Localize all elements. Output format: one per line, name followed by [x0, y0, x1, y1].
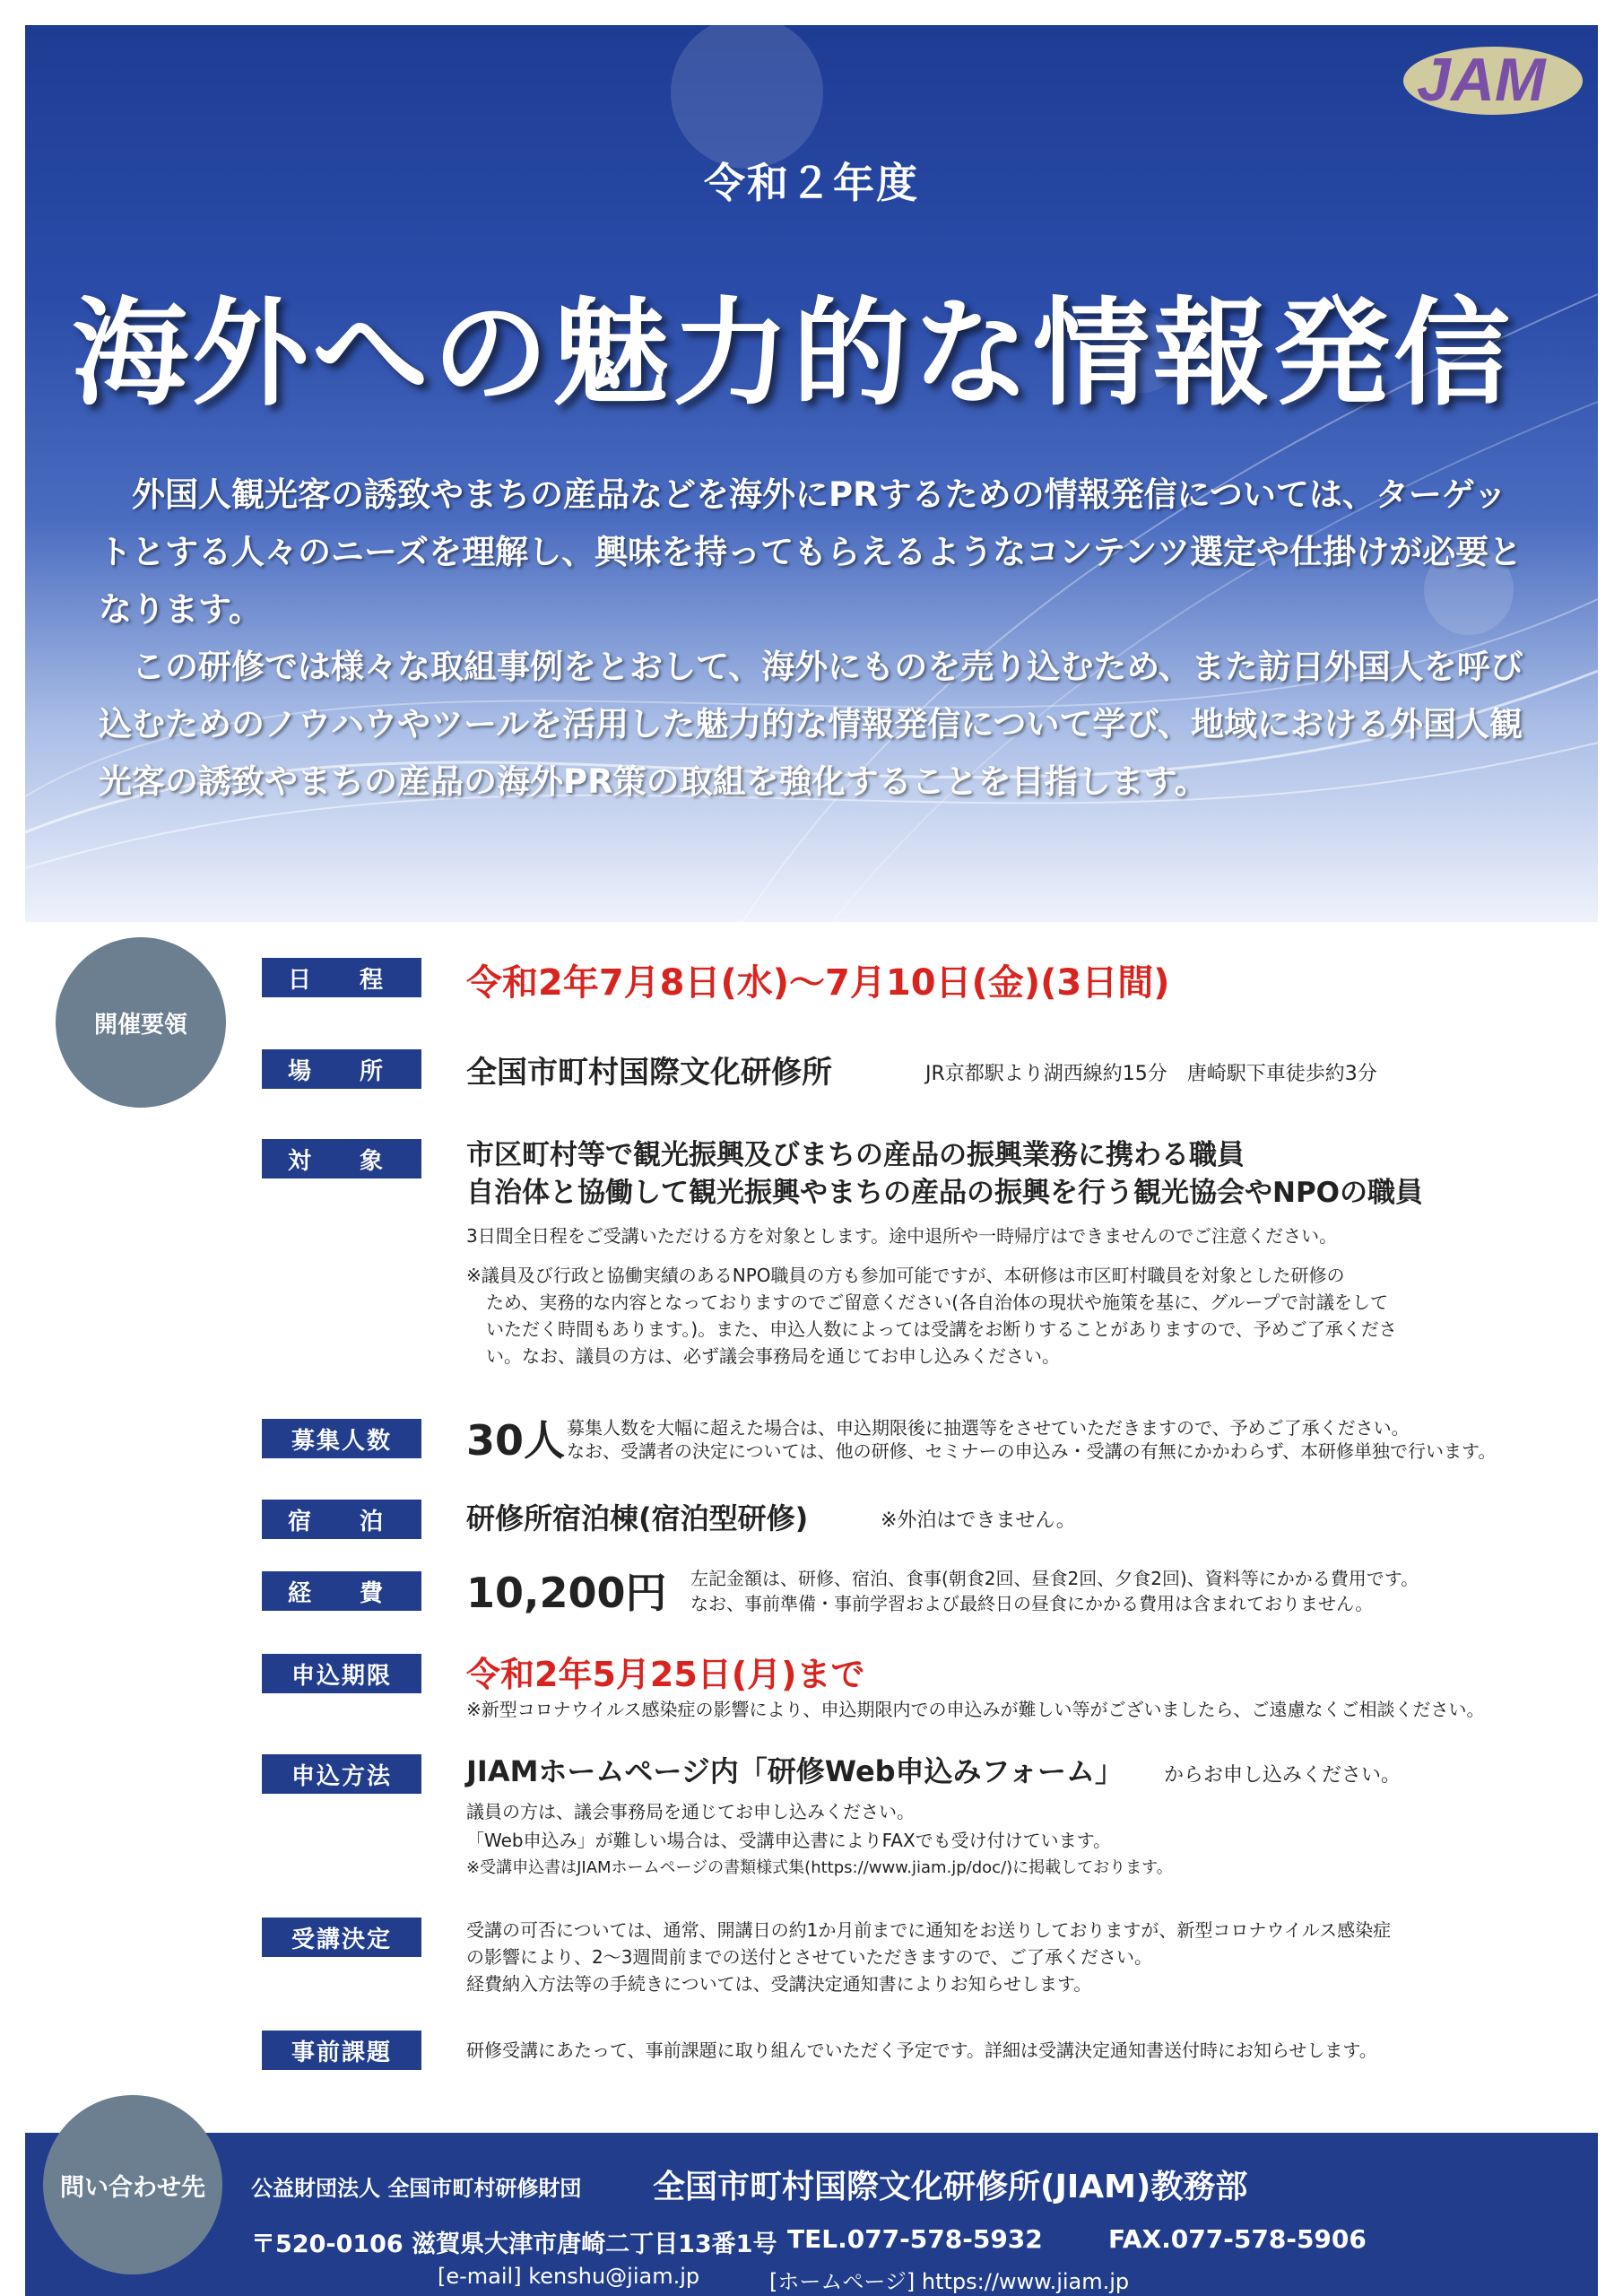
target-note-2b: ため、実務的な内容となっておりますのでご留意ください(各自治体の現状や施策を基に、グループで討議をして	[486, 1292, 1389, 1313]
target-note-1: 3日間全日程をご受講いただける方を対象とします。途中退所や一時帰庁はできませんのでご注意ください。	[466, 1225, 1338, 1247]
label-decision: 受講決定	[262, 1918, 421, 1957]
website: [ホームページ] https://www.jiam.jp	[769, 2269, 1130, 2294]
lodging-note: ※外泊はできません。	[881, 1509, 1076, 1532]
page-title: 海外への魅力的な情報発信	[72, 285, 1515, 422]
target-note-2d: い。なお、議員の方は、必ず議会事務局を通じてお申し込みください。	[486, 1345, 1060, 1367]
schedule-value: 令和2年7月8日(水)～7月10日(金)(3日間)	[466, 962, 1170, 1004]
fax: FAX.077-578-5906	[1108, 2224, 1367, 2254]
deadline-note: ※新型コロナウイルス感染症の影響により、申込期限内での申込みが難しい等がございましたら、ご遠慮なくご相談ください。	[466, 1699, 1485, 1720]
method-note-3: ※受講申込書はJIAMホームページの書類様式集(https://www.jiam.jp/doc/)に掲載しております。	[466, 1858, 1173, 1877]
summary-badge: 開催要領	[56, 937, 226, 1108]
fiscal-year: 令和２年度	[704, 159, 919, 207]
fee-value: 10,200円	[466, 1569, 667, 1617]
label-assignment: 事前課題	[262, 2031, 421, 2070]
svg-text:JAM: JAM	[1417, 46, 1546, 114]
contact-badge: 問い合わせ先	[43, 2095, 222, 2274]
capacity-note-2: なお、受講者の決定については、他の研修、セミナーの申込み・受講の有無にかかわらず、本研修単独で行います。	[567, 1440, 1497, 1462]
target-note-2a: ※議員及び行政と協働実績のあるNPO職員の方も参加可能ですが、本研修は市区町村職員を対象とした研修の	[466, 1265, 1345, 1286]
label-target: 対 象	[262, 1139, 421, 1178]
label-deadline: 申込期限	[262, 1654, 421, 1693]
intro-paragraph-1: 外国人観光客の誘致やまちの産品などを海外にPRするための情報発信については、ターゲットとする人々のニーズを理解し、興味を持ってもらえるようなコンテンツ選定や仕掛けが必要となります。	[99, 475, 1523, 629]
label-capacity: 募集人数	[262, 1419, 421, 1458]
org-small: 公益財団法人 全国市町村研修財団	[251, 2176, 582, 2201]
fee-note-1: 左記金額は、研修、宿泊、食事(朝食2回、昼食2回、夕食2回)、資料等にかかる費用です。	[690, 1568, 1419, 1589]
decision-note-2: の影響により、2～3週間前までの送付とさせていただきますので、ご了承ください。	[466, 1946, 1153, 1968]
intro-paragraph-2: この研修では様々な取組事例をとおして、海外にものを売り込むため、また訪日外国人を呼び込むためのノウハウやツールを活用した魅力的な情報発信について学び、地域における外国人観光客の誘致やまちの産品の海外PR策の取組を強化することを目指します。	[99, 648, 1523, 801]
target-line-1: 市区町村等で観光振興及びまちの産品の振興業務に携わる職員	[466, 1139, 1245, 1171]
label-venue: 場 所	[262, 1049, 421, 1089]
label-method: 申込方法	[262, 1754, 421, 1794]
venue-value: 全国市町村国際文化研修所	[466, 1055, 832, 1091]
email: [e-mail] kenshu@jiam.jp	[438, 2264, 700, 2289]
assignment-note: 研修受講にあたって、事前課題に取り組んでいただく予定です。詳細は受講決定通知書送付時にお知らせします。	[466, 2039, 1377, 2061]
label-fee: 経 費	[262, 1571, 421, 1611]
method-note-2: 「Web申込み」が難しい場合は、受講申込書によりFAXでも受け付けています。	[466, 1830, 1112, 1851]
method-value: JIAMホームページ内「研修Web申込みフォーム」	[466, 1754, 1124, 1788]
decision-note-3: 経費納入方法等の手続きについては、受講決定通知書によりお知らせします。	[466, 1973, 1092, 1995]
org-big: 全国市町村国際文化研修所(JIAM)教務部	[653, 2169, 1248, 2205]
decision-note-1: 受講の可否については、通常、開講日の約1か月前までに通知をお送りしておりますが、新型コロナウイルス感染症	[466, 1919, 1392, 1941]
address: 〒520-0106 滋賀県大津市唐崎二丁目13番1号	[251, 2231, 777, 2258]
method-note-1: 議員の方は、議会事務局を通じてお申し込みください。	[466, 1801, 915, 1822]
contact-footer	[25, 2133, 1598, 2296]
target-note-2c: いただく時間もあります。)。また、申込人数によっては受講をお断りすることがありますので、予めご了承くださ	[486, 1318, 1397, 1340]
lodging-value: 研修所宿泊棟(宿泊型研修)	[466, 1501, 809, 1535]
method-value-tail: からお申し込みください。	[1164, 1764, 1402, 1787]
label-lodging: 宿 泊	[262, 1500, 421, 1539]
tel: TEL.077-578-5932	[787, 2224, 1043, 2254]
capacity-note-1: 募集人数を大幅に超えた場合は、申込期限後に抽選等をさせていただきますので、予めご了承ください。	[567, 1417, 1410, 1439]
capacity-value: 30人	[466, 1416, 566, 1465]
target-line-2: 自治体と協働して観光振興やまちの産品の振興を行う観光協会やNPOの職員	[466, 1177, 1424, 1209]
deadline-value: 令和2年5月25日(月)まで	[466, 1655, 865, 1694]
jiam-logo	[1390, 27, 1587, 126]
intro-text	[99, 466, 1533, 811]
label-schedule: 日 程	[262, 958, 421, 997]
fee-note-2: なお、事前準備・事前学習および最終日の昼食にかかる費用は含まれておりません。	[690, 1593, 1374, 1614]
venue-access: JR京都駅より湖西線約15分 唐崎駅下車徒歩約3分	[925, 1063, 1377, 1085]
